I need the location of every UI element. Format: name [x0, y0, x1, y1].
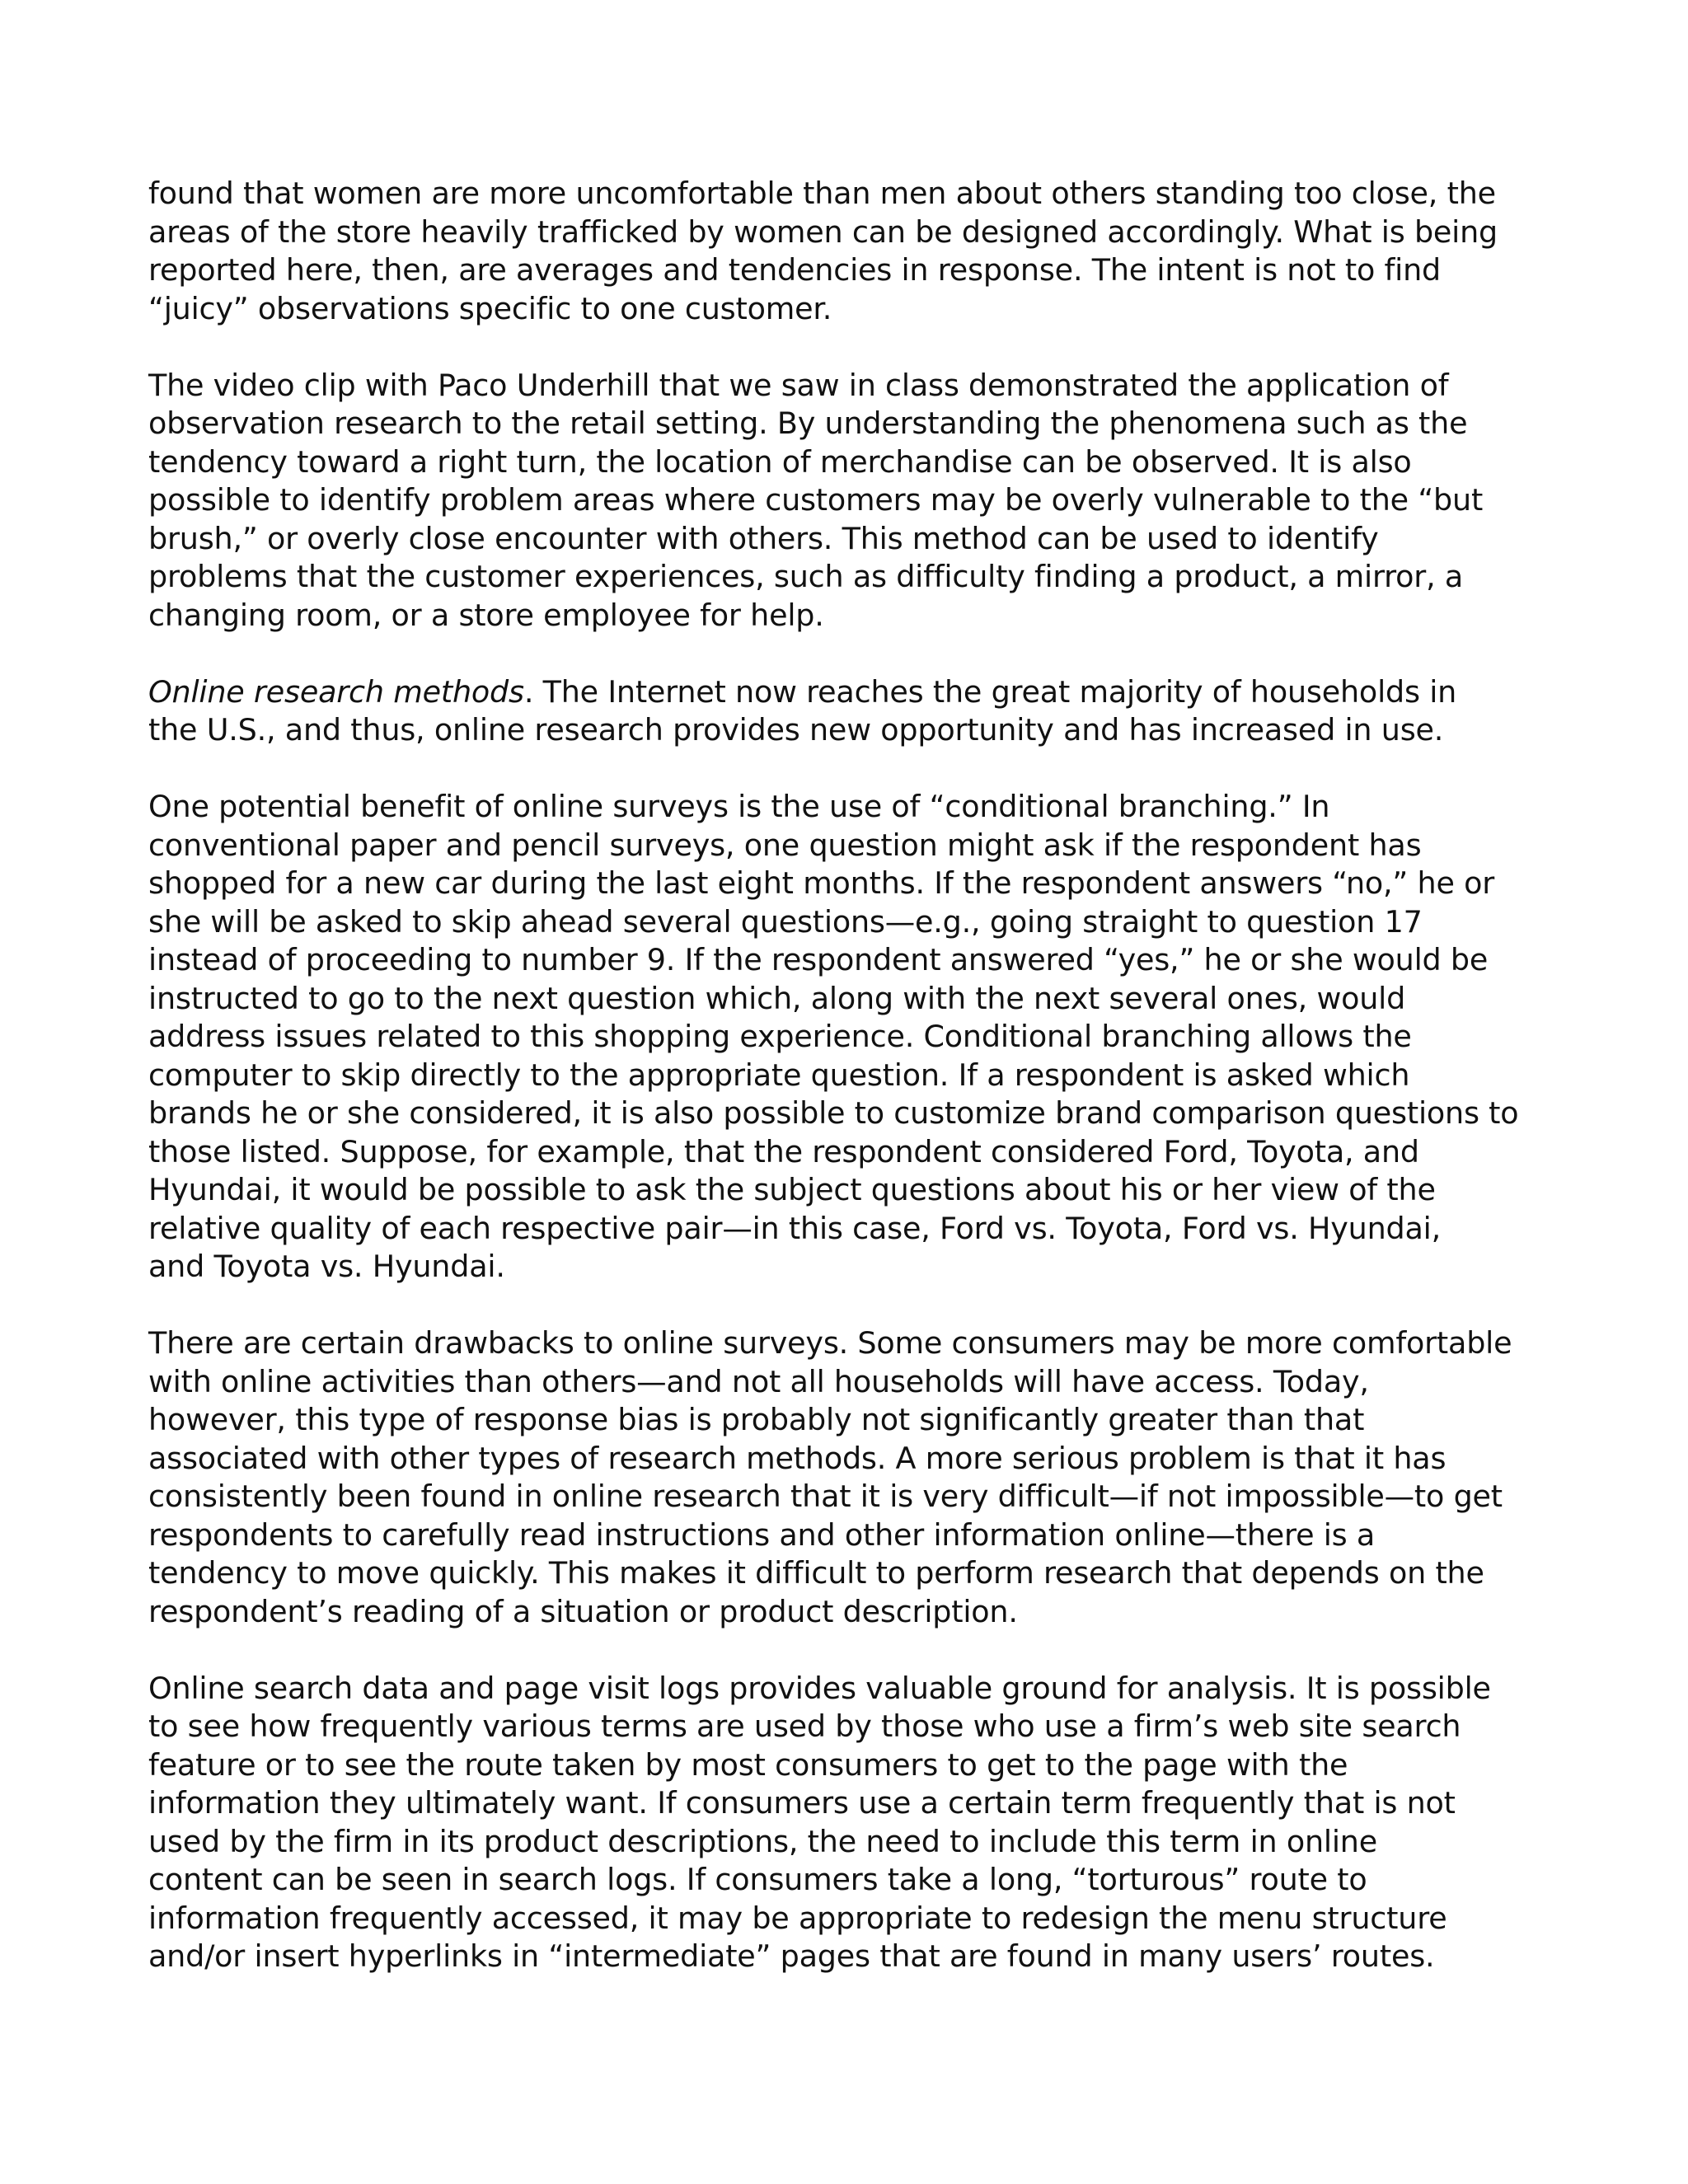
text-line: areas of the store heavily trafficked by women can be designed accordingly. What is being — [148, 213, 1498, 250]
text-line: to see how frequently various terms are used by those who use a firm’s web site search — [148, 1708, 1461, 1744]
text-line: associated with other types of research methods. A more serious problem is that it has — [148, 1440, 1447, 1476]
text-line: conventional paper and pencil surveys, one question might ask if the respondent has — [148, 827, 1422, 863]
text-line: however, this type of response bias is probably not significantly greater than that — [148, 1402, 1365, 1437]
text-line: with online activities than others—and not all households will have access. Today, — [148, 1363, 1369, 1399]
text-line: tendency to move quickly. This makes it difficult to perform research that depends on the — [148, 1555, 1484, 1591]
text-line: content can be seen in search logs. If consumers take a long, “torturous” route to — [148, 1862, 1367, 1897]
paragraph-online-drawbacks — [148, 1324, 1550, 1631]
text-line: and Toyota vs. Hyundai. — [148, 1249, 505, 1284]
text-line: “juicy” observations specific to one customer. — [148, 290, 832, 326]
text-line: Online search data and page visit logs provides valuable ground for analysis. It is possible — [148, 1670, 1491, 1706]
text-line: relative quality of each respective pair—in this case, Ford vs. Toyota, Ford vs. Hyundai, — [148, 1210, 1442, 1246]
text-line: address issues related to this shopping experience. Conditional branching allows the — [148, 1019, 1412, 1054]
text-line: One potential benefit of online surveys is the use of “conditional branching.” In — [148, 789, 1330, 824]
text-line: feature or to see the route taken by most consumers to get to the page with the — [148, 1746, 1348, 1783]
text-line: brush,” or overly close encounter with others. This method can be used to identify — [148, 520, 1379, 556]
text-line: the U.S., and thus, online research provides new opportunity and has increased in use. — [148, 712, 1444, 748]
text-line: problems that the customer experiences, such as difficulty finding a product, a mirror, a — [148, 559, 1464, 594]
text-line: information they ultimately want. If consumers use a certain term frequently that is not — [148, 1785, 1456, 1821]
text-line: tendency toward a right turn, the location of merchandise can be observed. It is also — [148, 443, 1412, 480]
text-line: used by the firm in its product descriptions, the need to include this term in online — [148, 1823, 1377, 1859]
text-line: observation research to the retail setting. By understanding the phenomena such as the — [148, 405, 1468, 441]
paragraph-conditional-branching — [148, 788, 1550, 1286]
paragraph-video-clip — [148, 367, 1550, 635]
text-line: The video clip with Paco Underhill that we saw in class demonstrated the application of — [148, 367, 1449, 403]
text-line: instead of proceeding to number 9. If the respondent answered “yes,” he or she would be — [148, 942, 1489, 977]
paragraph-search-logs — [148, 1670, 1550, 1976]
text-line: and/or insert hyperlinks in “intermediate” pages that are found in many users’ routes. — [148, 1938, 1435, 1974]
text-line: There are certain drawbacks to online surveys. Some consumers may be more comfortable — [148, 1325, 1512, 1361]
text-line — [148, 673, 1550, 712]
text-line: information frequently accessed, it may be appropriate to redesign the menu structure — [148, 1900, 1447, 1936]
text-line: shopped for a new car during the last eight months. If the respondent answers “no,” he or — [148, 865, 1495, 901]
text-line: consistently been found in online research that it is very difficult—if not impossible—to get — [148, 1479, 1503, 1514]
text-line: reported here, then, are averages and tendencies in response. The intent is not to find — [148, 252, 1441, 288]
text-line: brands he or she considered, it is also possible to customize brand comparison questions to — [148, 1095, 1519, 1131]
document-page — [148, 175, 1550, 1976]
text-line: Hyundai, it would be possible to ask the subject questions about his or her view of the — [148, 1172, 1436, 1207]
text-line: computer to skip directly to the appropriate question. If a respondent is asked which — [148, 1057, 1410, 1093]
section-heading: Online research methods — [148, 673, 524, 710]
text-line: instructed to go to the next question which, along with the next several ones, would — [148, 980, 1406, 1016]
text-line: changing room, or a store employee for help. — [148, 597, 824, 633]
text-line: respondents to carefully read instructions and other information online—there is a — [148, 1516, 1376, 1553]
paragraph-store-traffic — [148, 175, 1550, 328]
heading-line-rest: . The Internet now reaches the great majority of households in — [523, 673, 1457, 710]
text-line: respondent’s reading of a situation or product description. — [148, 1593, 1018, 1629]
text-line: those listed. Suppose, for example, that the respondent considered Ford, Toyota, and — [148, 1133, 1419, 1169]
paragraph-online-research-methods — [148, 673, 1550, 750]
text-line: possible to identify problem areas where customers may be overly vulnerable to the “but — [148, 482, 1484, 518]
text-line: found that women are more uncomfortable than men about others standing too close, the — [148, 176, 1496, 211]
text-line: she will be asked to skip ahead several questions—e.g., going straight to question 17 — [148, 903, 1423, 940]
